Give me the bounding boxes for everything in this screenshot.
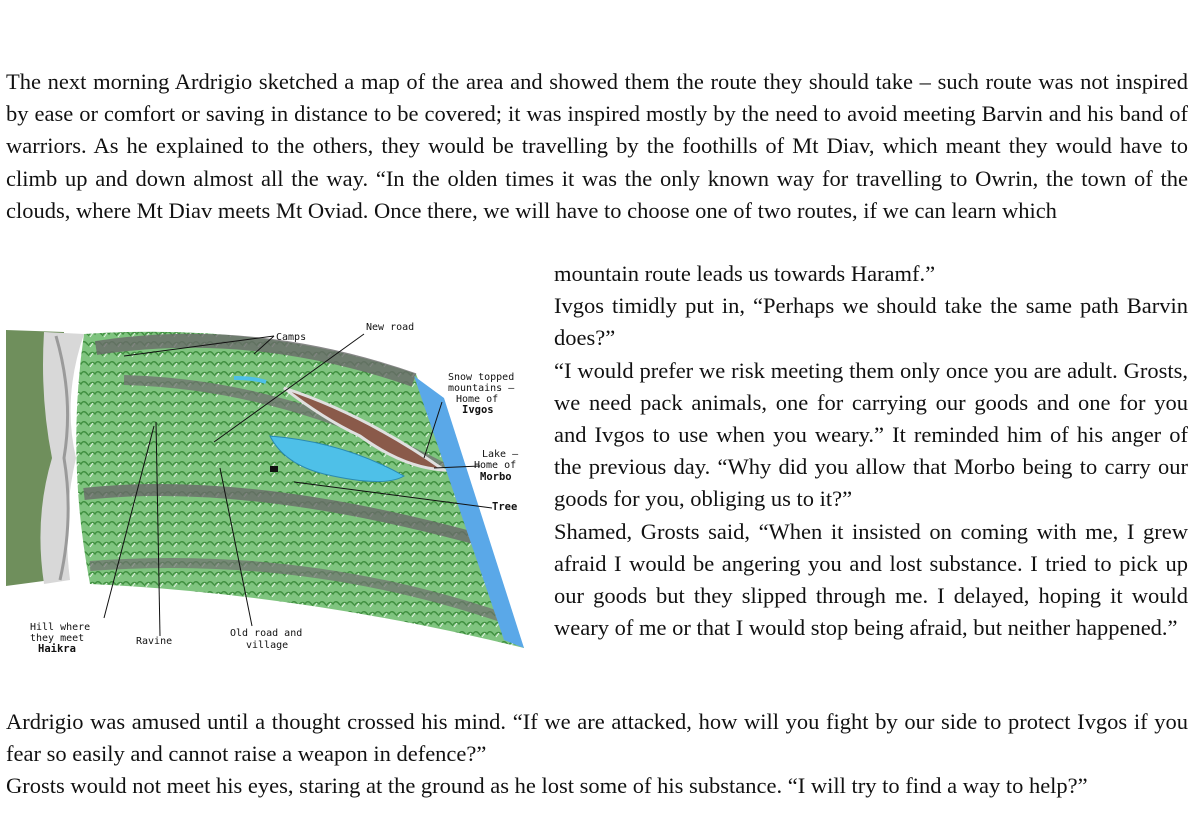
label-tree: Tree: [492, 501, 518, 513]
paragraph-ardrigio-reply: “I would prefer we risk meeting them only once you are adult. Grosts, we need pack animals, one for carrying our goods and one for you and Ivgos to use when you weary.” It reminded him of his anger of the previous day. “Why did you allow that Morbo being to carry our goods for you, obliging us to it?”: [554, 357, 1188, 512]
paragraph-ardrigio-amused: Ardrigio was amused until a thought crossed his mind. “If we are attacked, how will you fight by our side to protect Ivgos if you fear so easily and cannot raise a weapon in defence?”: [6, 709, 1188, 767]
label-lake-2: Home of: [474, 460, 517, 471]
paragraph-opening: The next morning Ardrigio sketched a map of the area and showed them the route they should take – such route was not inspired by ease or comfort or saving in distance to be covered; it was inspired mostly by the need to avoid meeting Barvin and his band of warriors. As he explained to the others, they would be travelling by the foothills of Mt Diav, which meant they would have to climb up and down almost all the way. “In the olden times it was the only known way for travelling to Owrin, the town of the clouds, where Mt Diav meets Mt Oviad. Once there, we will have to choose one of two routes, if we can learn which: [6, 69, 1188, 223]
bottom-text: [6, 706, 1188, 803]
label-oldroad-1: Old road and: [230, 628, 303, 639]
label-snow-4: Ivgos: [462, 404, 494, 416]
label-snow-3: Home of: [456, 394, 499, 405]
label-lake-3: Morbo: [480, 471, 512, 483]
label-new-road: New road: [366, 322, 415, 333]
label-snow-2: mountains –: [448, 383, 515, 394]
label-hill-3: Haikra: [38, 643, 76, 655]
label-oldroad-2: village: [246, 640, 289, 651]
label-snow-1: Snow topped: [448, 372, 515, 383]
label-ravine: Ravine: [136, 636, 173, 647]
paragraph-grosts-reply: Grosts would not meet his eyes, staring at the ground as he lost some of his substance. “I will try to find a way to help?”: [6, 773, 1088, 799]
side-column: [554, 258, 1188, 644]
label-hill-1: Hill where: [30, 622, 91, 633]
paragraph-grosts-shamed: Shamed, Grosts said, “When it insisted on coming with me, I grew afraid I would be angering you and lost substance. I tried to pick up our goods but they slipped through me. I delayed, hoping it would weary of me or that I would stop being afraid, but neither happened.”: [554, 518, 1188, 641]
label-lake-1: Lake –: [482, 449, 519, 460]
paragraph-opening-end: mountain route leads us towards Haramf.”: [554, 261, 936, 286]
route-map: [4, 318, 530, 656]
label-hill-2: they meet: [30, 633, 85, 644]
label-camps: Camps: [276, 332, 307, 343]
paragraph-ivgos: Ivgos timidly put in, “Perhaps we should take the same path Barvin does?”: [554, 293, 1188, 351]
